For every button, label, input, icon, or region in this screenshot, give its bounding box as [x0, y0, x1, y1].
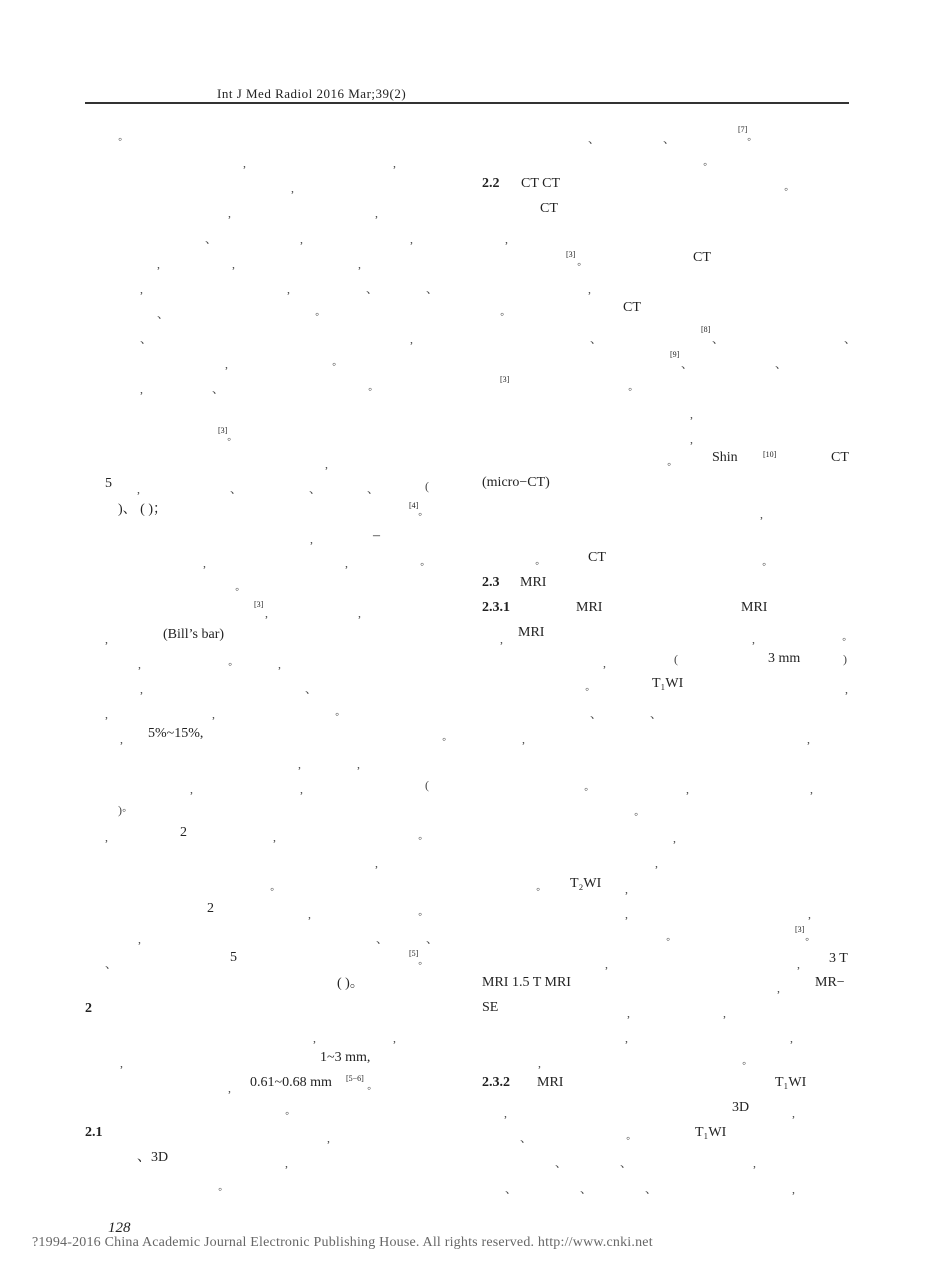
punct: ◦ — [270, 882, 275, 896]
punct: 、 — [305, 682, 318, 696]
punct: ◦ — [805, 932, 810, 946]
punct: ◦ — [335, 707, 340, 721]
punct: 、 — [590, 707, 603, 721]
punct: ◦ — [418, 956, 423, 970]
punct: , — [228, 206, 231, 220]
citation: [3] — [500, 375, 510, 384]
t2wi-text: T₂WI — [570, 876, 602, 891]
punct: , — [278, 657, 281, 671]
citation: [8] — [701, 325, 711, 334]
punct: , — [797, 957, 800, 971]
citation: [3] — [218, 426, 228, 435]
punct: , — [358, 606, 361, 620]
punct: , — [105, 830, 108, 844]
punct: , — [690, 432, 693, 446]
punct: ◦ — [585, 682, 590, 696]
punct: 、 — [140, 332, 153, 346]
punct: , — [105, 632, 108, 646]
punct: , — [190, 782, 193, 796]
range-mm: 1~3 mm, — [320, 1050, 371, 1065]
punct: 、 — [588, 132, 601, 146]
punct: 、 — [157, 307, 170, 321]
punct: ◦ — [536, 882, 541, 896]
punct: ◦ — [368, 382, 373, 396]
section-heading-2-2: 2.2 — [482, 176, 500, 191]
punct: ◦ — [367, 1081, 372, 1095]
punct: , — [138, 657, 141, 671]
t1wi-text: T₁WI — [652, 676, 684, 691]
punct: , — [723, 1006, 726, 1020]
punct: , — [753, 1156, 756, 1170]
se-text: SE — [482, 1000, 499, 1015]
punct: ( — [425, 778, 429, 792]
three-mm: 3 mm — [768, 651, 801, 666]
punct: ◦ — [742, 1056, 747, 1070]
punct: , — [140, 382, 143, 396]
ct-text: CT — [588, 550, 606, 565]
punct: 、 — [366, 282, 379, 296]
t1wi-text: T₁WI — [695, 1125, 727, 1140]
punct: , — [686, 782, 689, 796]
punct: 、 — [105, 957, 118, 971]
paren-close: ( )。 — [337, 976, 364, 991]
punct: ◦ — [577, 257, 582, 271]
mri-text: MRI — [741, 600, 768, 615]
punct: , — [690, 407, 693, 421]
mri-text: MRI — [518, 625, 545, 640]
punct: , — [504, 1106, 507, 1120]
punct: , — [375, 856, 378, 870]
punct: ◦ — [418, 831, 423, 845]
punct: ◦ — [218, 1182, 223, 1196]
punct: , — [505, 232, 508, 246]
punct: , — [393, 156, 396, 170]
punct: ◦ — [667, 457, 672, 471]
punct: 、 — [376, 932, 389, 946]
three-t: 3 T — [829, 951, 848, 966]
punct: ) — [843, 652, 847, 666]
punct: , — [752, 632, 755, 646]
ct-text: CT — [831, 450, 849, 465]
punct: , — [203, 556, 206, 570]
punct: ◦ — [628, 382, 633, 396]
punct: 、 — [230, 482, 243, 496]
number-text: 5 — [230, 950, 237, 965]
author-shin: Shin — [712, 450, 738, 465]
punct: , — [138, 932, 141, 946]
punct: ◦ — [762, 557, 767, 571]
punct: , — [300, 782, 303, 796]
punct: ◦ — [747, 132, 752, 146]
punct: 、 — [426, 932, 439, 946]
punct: , — [120, 1056, 123, 1070]
punct: , — [358, 257, 361, 271]
punct: , — [845, 682, 848, 696]
number-text: 2 — [207, 901, 214, 916]
punct: ◦ — [235, 582, 240, 596]
three-d-text: 、3D — [137, 1150, 169, 1165]
punct: , — [357, 757, 360, 771]
punct: ◦ — [442, 732, 447, 746]
punct: 、 — [620, 1156, 633, 1170]
punct: 、 — [650, 707, 663, 721]
punct: 、 — [520, 1131, 533, 1145]
punct: , — [603, 656, 606, 670]
punct: ◦ — [285, 1106, 290, 1120]
punct: , — [291, 181, 294, 195]
section-heading-2-3-2: 2.3.2 — [482, 1075, 510, 1090]
punct: ◦ — [584, 782, 589, 796]
punct: , — [225, 357, 228, 371]
section-heading-2-1: 2.1 — [85, 1125, 103, 1140]
punct: , — [140, 282, 143, 296]
punct: 、 — [712, 332, 725, 346]
three-d-text: 3D — [732, 1100, 750, 1115]
punct: 、 — [844, 332, 857, 346]
punct: ◦ — [666, 932, 671, 946]
bracket-text: )、 ( )； — [118, 502, 167, 517]
citation: [3] — [254, 600, 264, 609]
mri-text: MRI — [520, 575, 547, 590]
number-text: 5 — [105, 476, 112, 491]
punct: , — [120, 732, 123, 746]
punct: , — [137, 482, 140, 496]
header-rule — [85, 102, 849, 104]
citation: [3] — [566, 250, 576, 259]
punct: , — [673, 831, 676, 845]
punct: , — [287, 282, 290, 296]
punct: 、 — [663, 132, 676, 146]
punct: ◦ — [227, 432, 232, 446]
punct: ◦ — [332, 357, 337, 371]
punct: 、 — [580, 1182, 593, 1196]
punct: , — [792, 1106, 795, 1120]
mri-text: MRI — [537, 1075, 564, 1090]
punct: , — [300, 232, 303, 246]
punct: ◦ — [842, 632, 847, 646]
punct: 、 — [590, 332, 603, 346]
punct: 、 — [367, 482, 380, 496]
punct: , — [777, 981, 780, 995]
ct-text: CT — [623, 300, 641, 315]
punct: , — [285, 1156, 288, 1170]
punct: , — [327, 1131, 330, 1145]
punct: , — [538, 1056, 541, 1070]
punct: ◦ — [784, 182, 789, 196]
punct: , — [228, 1081, 231, 1095]
punct: ◦ — [420, 557, 425, 571]
punct: , — [588, 282, 591, 296]
punct: , — [393, 1031, 396, 1045]
citation: [4] — [409, 501, 419, 510]
punct: ◦ — [418, 907, 423, 921]
punct: , — [313, 1031, 316, 1045]
punct: ◦ — [418, 507, 423, 521]
citation: [3] — [795, 925, 805, 934]
citation: [5−6] — [346, 1074, 364, 1083]
punct: , — [157, 257, 160, 271]
micro-ct: (micro−CT) — [482, 475, 550, 490]
punct: , — [298, 757, 301, 771]
punct: , — [212, 707, 215, 721]
punct: 、 — [426, 282, 439, 296]
punct: , — [522, 732, 525, 746]
punct: , — [308, 907, 311, 921]
punct: , — [273, 830, 276, 844]
punct: ◦ — [228, 657, 233, 671]
citation: [10] — [763, 450, 777, 459]
t1wi-text: T₁WI — [775, 1075, 807, 1090]
punct: , — [625, 882, 628, 896]
punct: , — [792, 1182, 795, 1196]
copyright-footer: ?1994-2016 China Academic Journal Electronic Publishing House. All rights reserved. http://www.cnki.net — [32, 1235, 653, 1250]
punct: ◦ — [500, 307, 505, 321]
punct: , — [310, 532, 313, 546]
punct: )◦ — [118, 803, 127, 817]
punct: ( — [425, 479, 429, 493]
punct: , — [627, 1006, 630, 1020]
punct: , — [345, 556, 348, 570]
punct: ◦ — [535, 556, 540, 570]
section-heading-2-3-1: 2.3.1 — [482, 600, 510, 615]
range-mm-2: 0.61~0.68 mm — [250, 1075, 332, 1090]
running-head: Int J Med Radiol 2016 Mar;39(2) — [217, 86, 407, 101]
number-text: 2 — [180, 825, 187, 840]
section-heading-2-3: 2.3 — [482, 575, 500, 590]
punct: , — [605, 957, 608, 971]
punct: , — [265, 606, 268, 620]
punct: , — [807, 732, 810, 746]
section-heading-2: 2 — [85, 1001, 92, 1016]
punct: , — [105, 707, 108, 721]
bills-bar: (Bill’s bar) — [163, 627, 225, 642]
punct: 、 — [555, 1156, 568, 1170]
mri-15t: MRI 1.5 T MRI — [482, 975, 571, 990]
citation: [5] — [409, 949, 419, 958]
page-number: 128 — [108, 1220, 131, 1236]
punct: , — [808, 907, 811, 921]
dash: – — [373, 528, 380, 543]
punct: , — [500, 632, 503, 646]
punct: ◦ — [626, 1131, 631, 1145]
punct: , — [625, 1031, 628, 1045]
punct: , — [325, 457, 328, 471]
punct: 、 — [681, 357, 694, 371]
punct: ◦ — [118, 132, 123, 146]
punct: 、 — [309, 482, 322, 496]
punct: 、 — [212, 382, 225, 396]
punct: , — [375, 206, 378, 220]
ct-ct-text: CT CT — [521, 176, 561, 191]
punct: ◦ — [315, 307, 320, 321]
punct: ◦ — [634, 807, 639, 821]
punct: , — [790, 1031, 793, 1045]
punct: , — [243, 156, 246, 170]
punct: , — [655, 856, 658, 870]
mri-text: MRI — [576, 600, 603, 615]
punct: , — [140, 682, 143, 696]
mr-dash: MR− — [815, 975, 845, 990]
punct: , — [410, 232, 413, 246]
citation: [9] — [670, 350, 680, 359]
punct: , — [410, 332, 413, 346]
punct: 、 — [205, 232, 218, 246]
punct: ◦ — [703, 157, 708, 171]
punct: ( — [674, 652, 678, 666]
punct: 、 — [775, 357, 788, 371]
percent-range: 5%~15%, — [148, 726, 204, 741]
punct: 、 — [645, 1182, 658, 1196]
punct: , — [232, 257, 235, 271]
punct: , — [760, 507, 763, 521]
punct: , — [810, 782, 813, 796]
ct-text: CT — [693, 250, 711, 265]
punct: 、 — [505, 1182, 518, 1196]
citation: [7] — [738, 125, 748, 134]
punct: , — [625, 907, 628, 921]
ct-text: CT — [540, 201, 558, 216]
